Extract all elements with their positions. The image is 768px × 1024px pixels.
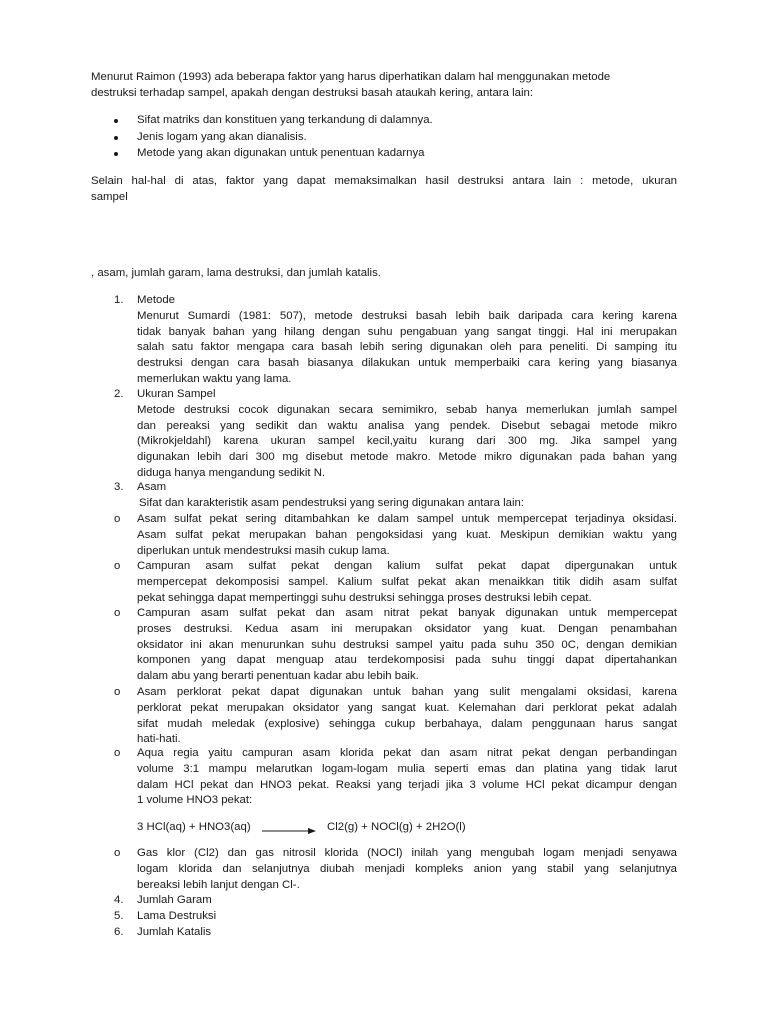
factors-line-1: Selain hal-hal di atas, faktor yang dapat memaksimalkan hasil destruksi antara lain : metode, ukuran	[91, 175, 677, 187]
acid-line: komponen yang dapat menguap atau terdekomposisi pada suhu tinggi dapat dipertahankan	[137, 654, 677, 667]
item-number: 4.	[114, 894, 124, 906]
item-title: Jumlah Garam	[137, 894, 212, 906]
bullet-item: Metode yang akan digunakan untuk penentuan kadarnya	[137, 147, 425, 159]
item-body	[137, 387, 677, 482]
item-line: salah satu faktor mengapa cara basah lebih sering digunakan oleh para peneliti. Di samping itu	[137, 341, 677, 354]
acid-line: proses destruksi. Kedua asam ini merupakan oksidator yang kuat. Dengan penambahan	[137, 622, 677, 635]
circle-bullet: o	[114, 686, 121, 698]
acid-line: Asam sulfat pekat merupakan bahan pengoksidasi yang kuat. Meskipun demikian waktu yang	[137, 528, 677, 541]
item-line: Metode destruksi cocok digunakan secara semimikro, sebab hanya memerlukan jumlah sampel	[137, 403, 677, 416]
circle-bullet: o	[114, 847, 121, 859]
factors-continuation: , asam, jumlah garam, lama destruksi, dan jumlah katalis.	[91, 267, 381, 279]
item-number: 6.	[114, 926, 124, 938]
acid-line: Asam perklorat pekat dapat digunakan untuk bahan yang sulit mengalami oksidasi, karena	[137, 686, 677, 698]
item-number: 1.	[114, 294, 124, 306]
reaction-arrow-icon	[262, 827, 316, 835]
circle-bullet: o	[114, 747, 121, 759]
item-line: Menurut Sumardi (1981: 507), metode destruksi basah lebih baik daripada cara kering karena	[137, 309, 677, 322]
acid-item	[137, 685, 677, 748]
item-line: tidak banyak bahan yang hilang dengan suhu pengabuan yang sangat tinggi. Hal ini merupakan	[137, 325, 677, 338]
bullet-marker	[114, 119, 118, 123]
acid-line: diperlukan untuk mendestruksi masih cukup lama.	[137, 544, 390, 557]
asam-intro: Sifat dan karakteristik asam pendestruksi yang sering digunakan antara lain:	[139, 497, 524, 509]
item-line: digunakan lebih dari 300 mg disebut metode makro. Metode mikro digunakan pada bahan yang	[137, 451, 677, 464]
acid-line: Asam sulfat pekat sering ditambahkan ke dalam sampel untuk mempercepat terjadinya oksidasi.	[137, 513, 677, 525]
bullet-marker	[114, 136, 118, 140]
item-line: (Mikrokjeldahl) karena ukuran sampel kecil,yaitu kurang dari 300 mg. Jika sampel yang	[137, 435, 677, 448]
acid-line: Campuran asam sulfat pekat dengan kalium sulfat pekat dapat dipergunakan untuk	[137, 560, 677, 572]
gas-line: logam klorida dan selanjutnya diubah menjadi kompleks anion yang stabil yang selanjutnya	[137, 862, 677, 875]
acid-item	[137, 606, 677, 685]
acid-item	[137, 746, 677, 809]
equation-products: Cl2(g) + NOCl(g) + 2H2O(l)	[327, 821, 466, 833]
bullet-marker	[114, 152, 118, 156]
intro-paragraph	[91, 70, 677, 102]
intro-line-2: destruksi terhadap sampel, apakah dengan destruksi basah ataukah kering, antara lain:	[91, 86, 533, 99]
item-title: Jumlah Katalis	[137, 926, 212, 938]
item-title: Lama Destruksi	[137, 910, 217, 922]
item-line: memerlukan waktu yang lama.	[137, 372, 292, 385]
item-number: 5.	[114, 910, 124, 922]
item-line: diduga hanya mengandung sedikit N.	[137, 466, 326, 479]
gas-line: bereaksi lebih lanjut dengan Cl-.	[137, 878, 300, 891]
circle-bullet: o	[114, 607, 121, 619]
acid-item	[137, 512, 677, 559]
acid-line: dalam abu yang berarti penentuan kadar abu lebih baik.	[137, 670, 419, 683]
circle-bullet: o	[114, 513, 121, 525]
acid-line: oksidator ini akan menurunkan suhu destruksi sampel yaitu pada suhu 350 0C, dengan demikian	[137, 638, 677, 651]
item-number: 2.	[114, 388, 124, 400]
acid-line: 1 volume HNO3 pekat:	[137, 794, 253, 807]
acid-line: Campuran asam sulfat pekat dan asam nitrat pekat banyak digunakan untuk mempercepat	[137, 607, 677, 619]
acid-line: pekat sehingga dapat mempertinggi suhu destruksi sehingga proses destruksi lebih cepat.	[137, 591, 592, 604]
acid-line: mempercepat dekomposisi sampel. Kalium sulfat pekat akan menaikkan titik didih asam sulfat	[137, 575, 677, 588]
item-line: destruksi dengan cara basah biasanya dilakukan untuk memperbaiki cara kering yang biasanya	[137, 357, 677, 370]
acid-item	[137, 559, 677, 606]
bullet-item: Sifat matriks dan konstituen yang terkandung di dalamnya.	[137, 114, 433, 126]
item-title: Ukuran Sampel	[137, 388, 216, 400]
acid-line: hati-hati.	[137, 733, 181, 746]
item-title: Asam	[137, 481, 167, 493]
intro-line-1: Menurut Raimon (1993) ada beberapa faktor yang harus diperhatikan dalam hal menggunakan metode	[91, 71, 611, 83]
acid-line: sifat mudah meledak (explosive) sehingga cukup berbahaya, dalam penggunaan harus sangat	[137, 717, 677, 730]
factors-paragraph	[91, 174, 677, 206]
acid-line: volume 3:1 mampu melarutkan logam-logam mulia seperti emas dan platina yang tidak larut	[137, 762, 677, 775]
gas-item-body	[137, 846, 677, 893]
acid-line: Aqua regia yaitu campuran asam klorida pekat dan asam nitrat pekat dengan perbandingan	[137, 747, 677, 759]
gas-line: Gas klor (Cl2) dan gas nitrosil klorida (NOCl) inilah yang mengubah logam menjadi senyawa	[137, 847, 677, 859]
item-line: dan pereaksi yang sedikit dan waktu analisa yang pendek. Disebut sebagai metode mikro	[137, 419, 677, 432]
item-number: 3.	[114, 481, 124, 493]
factors-line-2: sampel	[91, 190, 128, 203]
item-title: Metode	[137, 294, 175, 306]
circle-bullet: o	[114, 560, 121, 572]
equation-reactants: 3 HCl(aq) + HNO3(aq)	[137, 821, 251, 833]
acid-line: dalam HCl pekat dan HNO3 pekat. Reaksi yang terjadi jika 3 volume HCl pekat dicampur dengan	[137, 778, 677, 791]
acid-line: perklorat pekat merupakan oksidator yang sangat kuat. Kelemahan dari perklorat pekat adalah	[137, 701, 677, 714]
item-body	[137, 293, 677, 388]
bullet-item: Jenis logam yang akan dianalisis.	[137, 131, 307, 143]
